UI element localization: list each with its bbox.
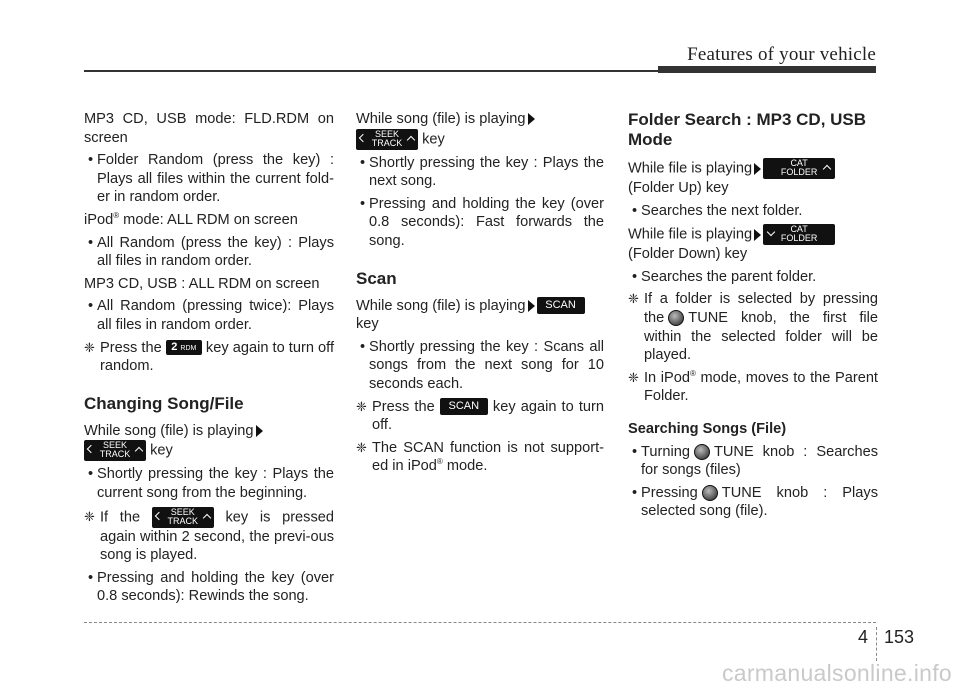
rdm-key-icon: 2 RDM — [166, 340, 202, 355]
play-triangle-icon — [256, 425, 263, 437]
folder-up-key-label: (Folder Up) key — [628, 180, 729, 196]
page-number — [858, 627, 868, 648]
play-triangle-icon — [754, 229, 761, 241]
play-triangle-icon — [528, 113, 535, 125]
folder-random-item: • Folder Random (press the key) : Plays all files within the current fold-er in random order. — [84, 151, 334, 207]
tune-knob-icon — [694, 444, 710, 460]
turning-knob-item: • Turning TUNE knob : Searches for songs (files) — [628, 443, 878, 480]
random-off-note: ❈ Press the 2 RDM key again to turn off random. — [84, 339, 335, 375]
short-press-item: • Shortly pressing the key : Plays the current song from the beginning. — [84, 465, 334, 502]
seek-twice-note: ❈ If the SEEK TRACK key is pressed again within 2 second, the previ-ous song is played. — [84, 506, 335, 564]
short-press-next-item: • Shortly pressing the key : Plays the next song. — [356, 154, 604, 191]
scan-short-press-item: • Shortly pressing the key : Scans all songs from the next song for 10 seconds each. — [356, 338, 604, 394]
scan-heading: Scan — [356, 268, 397, 288]
folder-select-note: ❈ If a folder is selected by pressing the TUNE knob, the first file within the selected folder will be played. — [628, 291, 878, 364]
column-middle — [356, 110, 604, 480]
scan-key-icon: SCAN — [537, 297, 585, 314]
ipod-mode-text: iPod® mode: ALL RDM on screen — [84, 211, 298, 228]
folder-down-key-label: (Folder Down) key — [628, 246, 748, 263]
fld-rdm-mode-text: MP3 CD, USB mode: FLD.RDM on screen — [84, 111, 334, 146]
watermark: carmanualsonline.info — [721, 660, 952, 686]
pressing-knob-item: • Pressing TUNE knob : Plays selected song (file). — [628, 484, 878, 521]
seek-key-line: SEEK TRACK key — [84, 440, 334, 461]
scan-off-note: ❈ Press the SCAN key again to turn off. — [356, 398, 604, 434]
searching-songs-heading: Searching Songs (File) — [628, 420, 787, 437]
next-folder-item: • Searches the next folder. — [628, 202, 878, 221]
seek-track-down-icon: SEEK TRACK — [152, 507, 214, 528]
play-triangle-icon — [754, 163, 761, 175]
play-triangle-icon — [528, 300, 535, 312]
seek-up-key-line: SEEK TRACK key — [356, 129, 604, 150]
all-random-item: • All Random (press the key) : Plays all files in random order. — [84, 234, 334, 271]
while-playing-text: While song (file) is playing — [356, 110, 604, 129]
cat-folder-up-icon: CAT FOLDER — [763, 158, 835, 179]
folder-search-heading: Folder Search : MP3 CD, USB Mode — [628, 110, 867, 149]
hold-rewind-item: • Pressing and holding the key (over 0.8 seconds): Rewinds the song. — [84, 569, 334, 606]
cat-folder-down-icon: CAT FOLDER — [763, 224, 835, 245]
all-random-twice-item: • All Random (pressing twice): Plays all files in random order. — [84, 297, 334, 334]
scan-ipod-note: ❈ The SCAN function is not support-ed in iPod® mode. — [356, 439, 604, 475]
hold-forward-item: • Pressing and holding the key (over 0.8 seconds): Fast forwards the song. — [356, 195, 604, 251]
all-rdm-mode-text: MP3 CD, USB : ALL RDM on screen — [84, 275, 320, 292]
page-number-separator — [876, 627, 877, 661]
header-rule-accent — [658, 66, 876, 73]
page-number-value: 153 — [884, 627, 915, 647]
ipod-parent-note: ❈ In iPod® mode, moves to the Parent Folder. — [628, 368, 878, 405]
tune-knob-icon — [702, 485, 718, 501]
changing-song-heading: Changing Song/File — [84, 393, 244, 413]
chapter-number: 4 — [858, 627, 869, 647]
scan-key-icon: SCAN — [440, 398, 488, 415]
while-playing-scan-text: While song (file) is playing SCAN — [356, 297, 604, 316]
while-playing-text: While song (file) is playing — [84, 422, 334, 441]
seek-track-up-icon: SEEK TRACK — [356, 129, 418, 150]
seek-track-down-icon: SEEK TRACK — [84, 440, 146, 461]
parent-folder-item: • Searches the parent folder. — [628, 268, 878, 287]
while-file-playing-down: While file is playing CAT FOLDER — [628, 224, 878, 245]
while-file-playing-up: While file is playing CAT FOLDER — [628, 158, 878, 179]
tune-knob-icon — [668, 310, 684, 326]
column-left — [84, 110, 334, 610]
scan-key-label: key — [356, 316, 379, 333]
footer-divider — [84, 622, 876, 623]
column-right — [628, 110, 878, 525]
header-title: Features of your vehicle — [687, 44, 876, 65]
